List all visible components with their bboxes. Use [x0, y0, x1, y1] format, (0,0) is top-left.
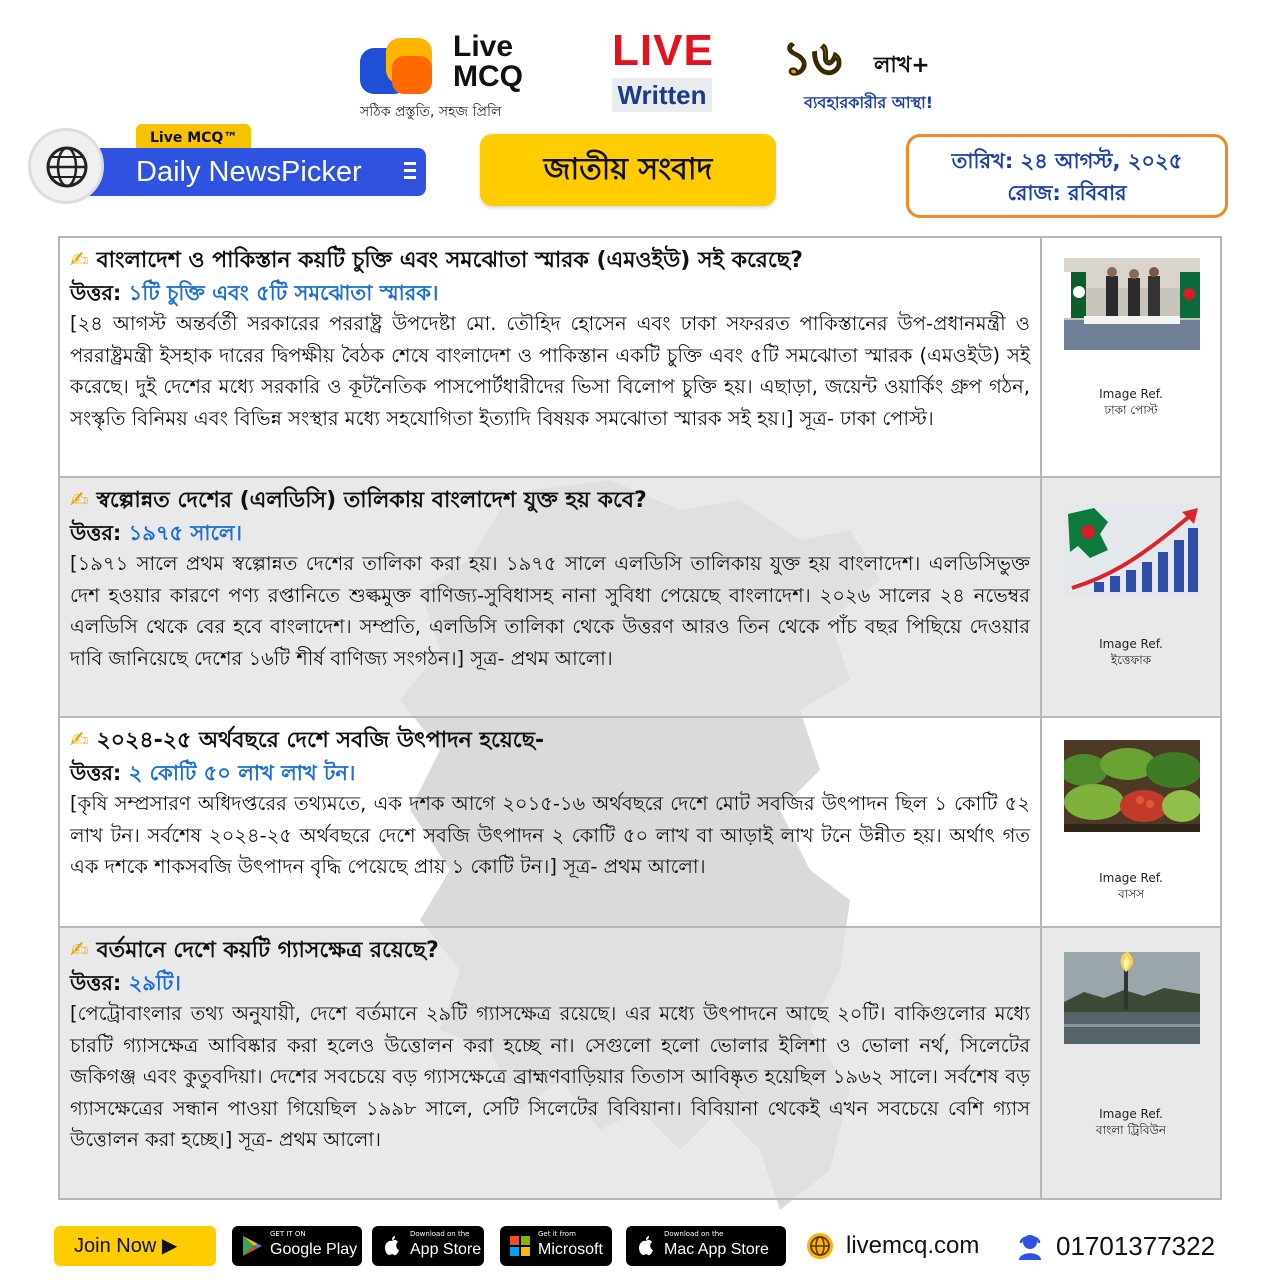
news-item	[60, 928, 1220, 1198]
writing-hand-icon: ✍	[70, 728, 89, 753]
answer-text: ১৯৭৫ সালে।	[128, 521, 243, 545]
phone-text: 01701377322	[1056, 1231, 1216, 1261]
image-ref-source: ইত্তেফাক	[1110, 653, 1152, 667]
news-text-cell	[60, 928, 1042, 1198]
news-text-cell	[60, 238, 1042, 476]
image-ref-cell	[1042, 718, 1220, 926]
google-play-button[interactable]	[232, 1226, 362, 1266]
google-play-icon	[240, 1234, 264, 1258]
writing-hand-icon: ✍	[70, 938, 89, 963]
answer-prefix: উত্তর:	[70, 971, 122, 995]
signing-ceremony-image	[1064, 258, 1200, 350]
live-label: LIVE	[612, 26, 714, 75]
gas-field-flare-image	[1064, 952, 1200, 1044]
section-title: জাতীয় সংবাদ	[480, 134, 776, 206]
news-item	[60, 478, 1220, 718]
globe-icon	[45, 145, 89, 189]
footer-bar	[0, 1222, 1280, 1272]
answer-text: ১টি চুক্তি এবং ৫টি সমঝোতা স্মারক।	[128, 281, 439, 305]
news-table	[58, 236, 1222, 1200]
microsoft-store-label: Microsoft	[538, 1241, 603, 1258]
users-trust-label: ব্যবহারকারীর আস্থা!	[804, 93, 934, 112]
news-question	[70, 934, 1030, 968]
livemcq-logo-icon	[358, 36, 438, 96]
users-lakh-label: লাখ+	[874, 53, 930, 78]
image-ref-label: Image Ref.	[1099, 1107, 1163, 1121]
news-question	[70, 484, 1030, 518]
writing-hand-icon: ✍	[70, 488, 89, 513]
written-label: Written	[612, 78, 712, 112]
image-ref-source: বাংলা ট্রিবিউন	[1095, 1123, 1167, 1137]
google-play-label: Google Play	[270, 1241, 358, 1258]
image-ref-source: ঢাকা পোস্ট	[1104, 403, 1158, 417]
image-ref-label: Image Ref.	[1099, 871, 1163, 885]
livemcq-logo[interactable]	[358, 30, 548, 120]
mac-app-store-button[interactable]	[626, 1226, 786, 1266]
newspicker-brand-tab: Live MCQ™	[136, 124, 251, 152]
image-ref-cell	[1042, 478, 1220, 716]
image-ref-cell	[1042, 238, 1220, 476]
growth-chart-image	[1064, 504, 1200, 596]
newspicker-title-bar	[88, 148, 426, 196]
answer-prefix: উত্তর:	[70, 521, 122, 545]
google-play-small: GET IT ON	[270, 1230, 306, 1238]
news-explanation: [পেট্রোবাংলার তথ্য অনুযায়ী, দেশে বর্তমানে ২৯টি গ্যাসক্ষেত্র রয়েছে। এর মধ্যে উৎপাদনে আছে ২০টি। বাকিগুলোর মধ্যে চারটি গ্যাসক্ষেত্র আবিষ্কার করা হলেও উত্তোলন করা হচ্ছে না। সেগুলো হলো ভোলার ইলিশা ও ভোলা নর্থ, সিলেটের জকিগঞ্জ এবং কুতুবদিয়া। দেশের সবচেয়ে বড় গ্যাসক্ষেত্রে ব্রাহ্মণবাড়িয়ার তিতাস আবিষ্কৃত হয়েছিল ১৯৬২ সালে। সর্বশেষ বড় গ্যাসক্ষেত্রের সন্ধান পাওয়া গিয়েছিল ১৯৯৮ সালে, সেটি সিলেটের বিবিয়ানা। বিবিয়ানা থেকেই এখন সবচেয়ে বেশি গ্যাস উত্তোলন করা হচ্ছে।] সূত্র- প্রথম আলো।	[70, 1002, 1030, 1151]
apple-icon	[380, 1234, 404, 1258]
mac-app-store-label: Mac App Store	[664, 1241, 769, 1258]
news-item	[60, 718, 1220, 928]
news-explanation: [১৯৭১ সালে প্রথম স্বল্পোন্নত দেশের তালিকা করা হয়। ১৯৭৫ সালে এলডিসি তালিকায় যুক্ত হয় বাংলাদেশ। এলডিসিভুক্ত দেশ হওয়ার কারণে পণ্য রপ্তানিতে শুল্কমুক্ত বাণিজ্য-সুবিধাসহ নানা সুবিধা পেয়েছে বাংলাদেশ। ২০২৬ সালের ২৪ নভেম্বর এলডিসি থেকে বের হবে বাংলাদেশ। সম্প্রতি, এলডিসি তালিকা থেকে উত্তরণ আরও তিন থেকে পাঁচ বছর পিছিয়ে দেওয়ার দাবি জানিয়েছে দেশের ১৬টি শীর্ষ বাণিজ্য সংগঠন।] সূত্র- প্রথম আলো।	[70, 552, 1030, 670]
image-ref-label: Image Ref.	[1099, 637, 1163, 651]
users-count: ১৬	[782, 31, 842, 85]
news-explanation: [কৃষি সম্প্রসারণ অধিদপ্তরের তথ্যমতে, এক দশক আগে ২০১৫-১৬ অর্থবছরে দেশে মোট সবজির উৎপাদন ছিল ১ কোটি ৫২ লাখ টন। সর্বশেষ ২০২৪-২৫ অর্থবছরে দেশে সবজি উৎপাদন ২ কোটি ৫০ লাখ বা আড়াই লাখ টনে উন্নীত হয়। অর্থাৎ গত এক দশকে শাকসবজি উৎপাদন বৃদ্ধি পেয়েছে প্রায় ১ কোটি টন।] সূত্র- প্রথম আলো।	[70, 792, 1030, 878]
website-link[interactable]	[806, 1228, 979, 1264]
live-written-logo[interactable]	[612, 28, 712, 114]
news-answer	[70, 518, 1030, 548]
app-store-small: Download on the	[410, 1230, 470, 1238]
news-question	[70, 244, 1030, 278]
question-text: ২০২৪-২৫ অর্থবছরে দেশে সবজি উৎপাদন হয়েছে-	[96, 728, 545, 753]
microsoft-store-small: Get it from	[538, 1230, 576, 1238]
answer-text: ২৯টি।	[128, 971, 181, 995]
daily-newspicker-badge	[28, 124, 408, 206]
question-text: বর্তমানে দেশে কয়টি গ্যাসক্ষেত্র রয়েছে?	[96, 938, 439, 963]
news-item	[60, 238, 1220, 478]
news-answer	[70, 758, 1030, 788]
writing-hand-icon: ✍	[70, 248, 89, 273]
answer-text: ২ কোটি ৫০ লাখ লাখ টন।	[128, 761, 356, 785]
news-answer	[70, 278, 1030, 308]
header-logos	[0, 26, 1280, 121]
vegetable-market-image	[1064, 740, 1200, 832]
image-ref-source: বাসস	[1117, 887, 1144, 901]
news-globe-badge	[28, 128, 104, 204]
join-now-button[interactable]: Join Now ▶	[54, 1226, 216, 1266]
date-box	[906, 134, 1228, 218]
microsoft-icon	[508, 1234, 532, 1258]
app-store-button[interactable]	[372, 1226, 484, 1266]
news-text-cell	[60, 478, 1042, 716]
news-explanation: [২৪ আগস্ট অন্তর্বর্তী সরকারের পররাষ্ট্র উপদেষ্টা মো. তৌহিদ হোসেন এবং ঢাকা সফররত পাকিস্তানের উপ-প্রধানমন্ত্রী ও পররাষ্ট্রমন্ত্রী ইসহাক দারের দ্বিপক্ষীয় বৈঠক শেষে বাংলাদেশ ও পাকিস্তান একটি চুক্তি এবং ৫টি সমঝোতা স্মারক (এমওইউ) সই করেছে। দুই দেশের মধ্যে সরকারি ও কূটনৈতিক পাসপোর্টধারীদের ভিসা বিলোপ চুক্তি হয়। এছাড়া, জয়েন্ট ওয়ার্কিং গ্রুপ গঠন, সংস্কৃতি বিনিময় এবং বিভিন্ন সংস্থার মধ্যে সহযোগিতা ইত্যাদি বিষয়ক সমঝোতা স্মারক সই হয়।] সূত্র- ঢাকা পোস্ট।	[70, 312, 1030, 430]
image-ref-cell	[1042, 928, 1220, 1198]
image-ref-label: Image Ref.	[1099, 387, 1163, 401]
date-line: তারিখ: ২৪ আগস্ট, ২০২৫	[951, 149, 1183, 173]
apple-icon	[634, 1234, 658, 1258]
users-badge	[782, 26, 972, 116]
news-question	[70, 724, 1030, 758]
website-text: livemcq.com	[846, 1232, 980, 1259]
answer-prefix: উত্তর:	[70, 761, 122, 785]
app-store-label: App Store	[410, 1241, 482, 1258]
news-answer	[70, 968, 1030, 998]
news-text-cell	[60, 718, 1042, 926]
globe-icon	[806, 1232, 834, 1260]
answer-prefix: উত্তর:	[70, 281, 122, 305]
support-agent-icon	[1016, 1232, 1044, 1260]
phone-link[interactable]	[1016, 1228, 1215, 1264]
question-text: বাংলাদেশ ও পাকিস্তান কয়টি চুক্তি এবং সমঝোতা স্মারক (এমওইউ) সই করেছে?	[96, 248, 803, 273]
day-line: রোজ: রবিবার	[1007, 181, 1127, 205]
mac-app-store-small: Download on the	[664, 1230, 724, 1238]
lines-icon	[404, 162, 416, 182]
question-text: স্বল্পোন্নত দেশের (এলডিসি) তালিকায় বাংলাদেশ যুক্ত হয় কবে?	[96, 488, 647, 513]
newspicker-title: Daily NewsPicker	[136, 156, 362, 188]
livemcq-logo-word: Live MCQ	[453, 30, 523, 93]
livemcq-tagline: সঠিক প্রস্তুতি, সহজ প্রিলি	[360, 104, 502, 120]
microsoft-store-button[interactable]	[500, 1226, 612, 1266]
